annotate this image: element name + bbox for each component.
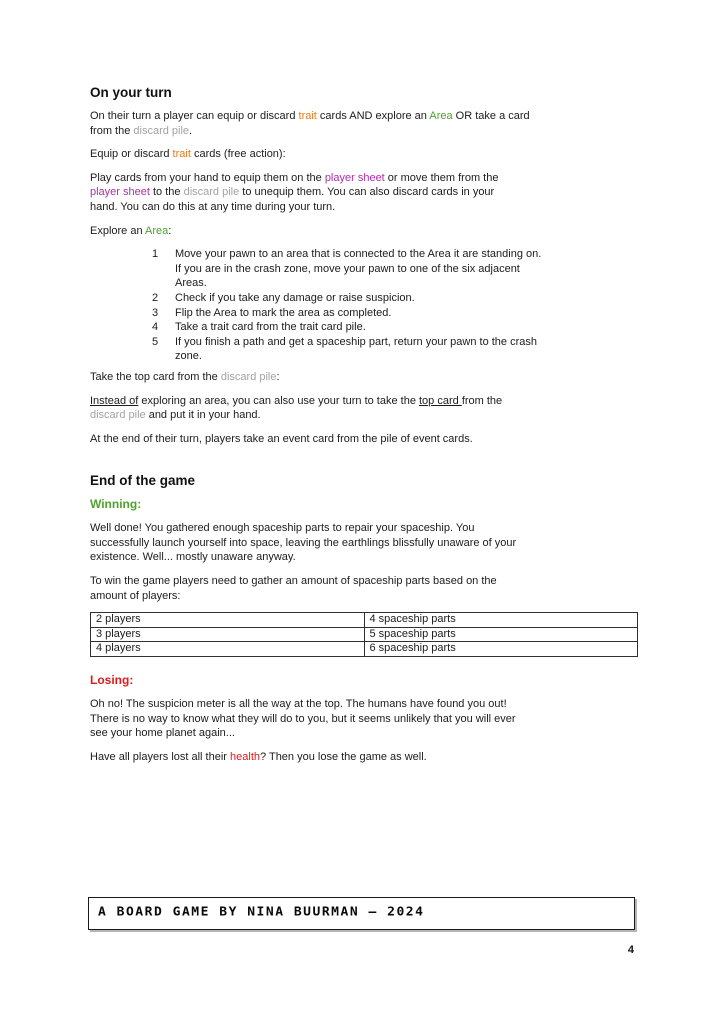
list-item-text: Check if you take any damage or raise suspicion. [175,291,415,304]
list-item-number: 3 [152,306,159,319]
list-item [90,320,639,335]
paragraph-play-cards: Play cards from your hand to equip them on the player sheet or move them from the player sheet to the discard pile to unequip them. You can also discard cards in your hand. You can do this at any time during your turn. [90,171,499,213]
heading-winning: Winning: [90,497,142,512]
heading-losing: Losing: [90,673,134,688]
heading-end-of-game: End of the game [90,473,196,489]
paragraph-equip: Equip or discard trait cards (free action): [90,148,286,161]
list-item [90,335,639,364]
table-row [91,642,638,657]
table-row [91,613,638,628]
footer-credit-text: A BOARD GAME BY NINA BUURMAN – 2024 [98,905,425,920]
paragraph-instead: Instead of exploring an area, you can also use your turn to take the top card from the discard pile and put it in your hand. [90,394,503,422]
parts-cell: 6 spaceship parts [364,642,638,657]
list-item-text: Flip the Area to mark the area as completed. [175,306,392,319]
players-cell: 4 players [91,642,365,657]
players-cell: 2 players [91,613,365,628]
list-item-number: 4 [152,321,159,334]
list-item-text: Move your pawn to an area that is connected to the Area it are standing on. If you are in the crash zone, move your pawn to one of the six adjacent Areas. [175,248,542,290]
footer-credit-box [88,897,635,930]
heading-on-your-turn: On your turn [90,85,172,100]
list-item [90,247,639,291]
list-item-number: 5 [152,335,159,348]
parts-cell: 4 spaceship parts [364,613,638,628]
list-item [90,306,639,321]
players-parts-table [90,612,638,657]
paragraph-intro: On their turn a player can equip or discard trait cards AND explore an Area OR take a card from the discard pile. [90,110,530,137]
paragraph-to-win: To win the game players need to gather an amount of spaceship parts based on the amount of players: [90,575,497,602]
players-cell: 3 players [91,627,365,642]
parts-cell: 5 spaceship parts [364,627,638,642]
table-row [91,627,638,642]
page-content [90,84,639,773]
list-item-text: If you finish a path and get a spaceship part, return your pawn to the crash zone. [175,335,537,363]
paragraph-well-done: Well done! You gathered enough spaceship parts to repair your spaceship. You successfully launch yourself into space, leaving the earthlings blissfully unaware of your existence. Well... mostly unaware anyway. [90,522,517,564]
paragraph-oh-no: Oh no! The suspicion meter is all the way at the top. The humans have found you out! There is no way to know what they will do to you, but it seems unlikely that you will ever see your home planet again... [90,698,516,740]
page-number: 4 [627,944,634,956]
paragraph-take-top: Take the top card from the discard pile: [90,370,280,383]
list-item-number: 2 [152,291,159,304]
list-item-text: Take a trait card from the trait card pile. [175,321,366,334]
list-item [90,291,639,306]
paragraph-explore: Explore an Area: [90,224,172,237]
explore-steps-list [90,247,639,364]
paragraph-end-turn: At the end of their turn, players take an event card from the pile of event cards. [90,432,473,445]
paragraph-have-all: Have all players lost all their health? Then you lose the game as well. [90,750,427,763]
list-item-number: 1 [152,248,159,261]
